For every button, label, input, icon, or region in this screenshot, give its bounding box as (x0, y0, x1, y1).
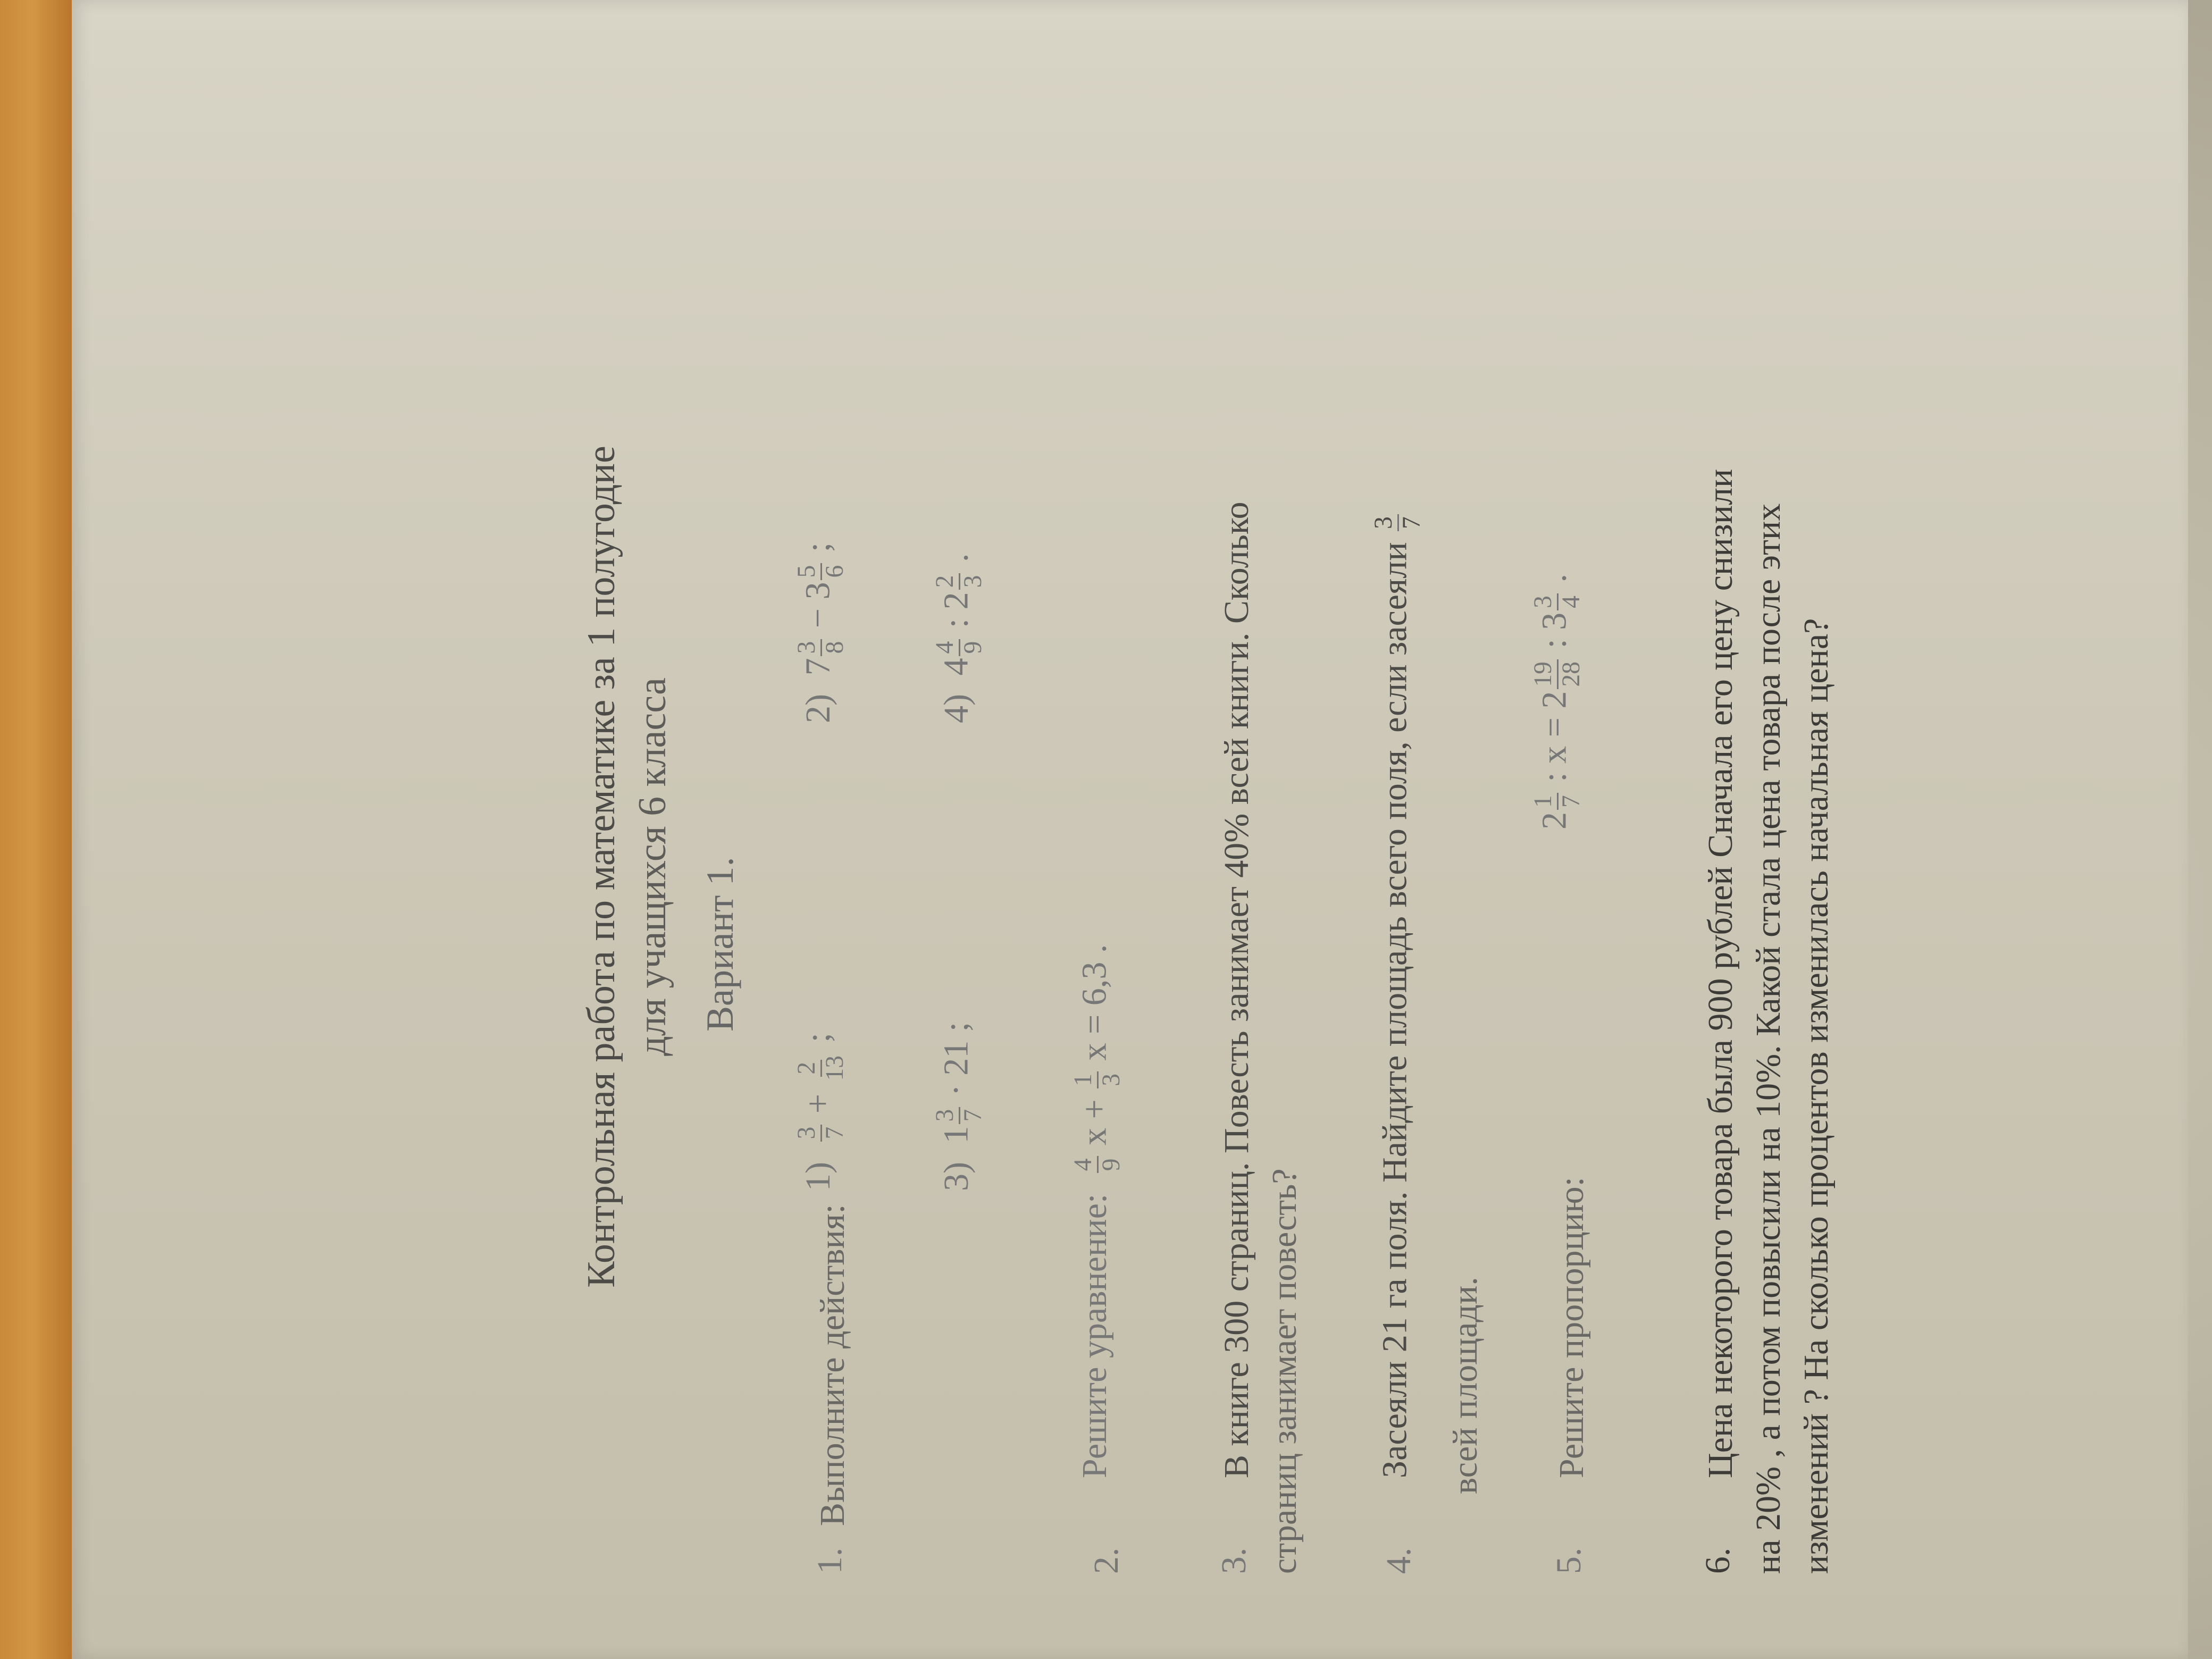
task-4-text (1370, 74, 1489, 1494)
fraction: 2 13 (793, 1055, 849, 1081)
item-label: 4) (936, 694, 976, 723)
whole-part: 3 (798, 582, 837, 600)
task-2-equation (1070, 944, 1125, 1478)
fraction: 3 7 (932, 1107, 987, 1124)
text-line: страниц занимает повесть? (1265, 1168, 1304, 1574)
item-label: 3) (936, 1162, 976, 1191)
text-line: изменений ? На сколько процентов изменилась начальная цена? (1797, 618, 1836, 1574)
task-3-number: 3. (1214, 1547, 1253, 1574)
task-1-item-2 (794, 542, 849, 723)
text-line: всей площади. (1445, 1277, 1485, 1494)
whole-part: 2 (936, 592, 976, 610)
fraction: 3 4 (1530, 593, 1585, 610)
task-1-item-4 (932, 554, 987, 723)
task-1-item-3 (932, 1022, 987, 1191)
punctuation: . (936, 553, 976, 563)
wooden-table-edge (0, 0, 72, 1659)
title-line-1: Контрольная работа по математике за 1 полугодие (580, 446, 623, 1288)
task-6-number: 6. (1698, 1547, 1737, 1574)
fraction: 19 28 (1530, 659, 1585, 689)
task-1-item-1 (794, 1033, 849, 1191)
text-line: Цена некоторого товара была 900 рублей Сначала его цену снизили (1701, 468, 1740, 1478)
punctuation: ; (798, 542, 837, 552)
paper-sheet (72, 0, 2188, 1659)
task-6-text (1697, 85, 1840, 1574)
text-line: на 20% , а потом повысили на 10%. Какой стала цена товара после этих (1749, 503, 1788, 1574)
task-4-number: 4. (1379, 1547, 1418, 1574)
worksheet-content (353, 64, 1836, 1574)
equation-term: x = 6,3 (1075, 961, 1114, 1061)
fraction: 2 3 (932, 573, 987, 590)
equation-term: : 3 (1535, 612, 1574, 649)
punctuation: ; (936, 1021, 976, 1032)
equation-term: x + (1075, 1099, 1114, 1145)
task-3-text (1213, 117, 1309, 1574)
document-title (576, 255, 678, 1478)
whole-part: 1 (936, 1126, 976, 1144)
punctuation: . (1535, 574, 1574, 583)
whole-part: 2 (1535, 812, 1574, 830)
fraction: 3 7 (794, 1125, 849, 1142)
punctuation: . (1075, 944, 1114, 953)
punctuation: ; (798, 1033, 837, 1043)
task-2-text: Решите уравнение: (1075, 1193, 1114, 1478)
task-5-proportion (1530, 574, 1585, 830)
title-line-2: для учащихся 6 класса (631, 677, 674, 1056)
equation-term: : x = 2 (1535, 691, 1574, 782)
fraction: 3 7 (1371, 514, 1426, 531)
fraction: 1 3 (1070, 1071, 1125, 1088)
whole-part: 7 (798, 658, 837, 676)
item-label: 1) (798, 1162, 837, 1191)
operator: + (798, 1094, 837, 1114)
text-line: Засеяли 21 га поля. Найдите площадь всего поля, если засеяли (1375, 542, 1414, 1478)
task-5-text: Решите пропорцию: (1552, 1177, 1591, 1478)
variant-heading: Вариант 1. (699, 857, 741, 1032)
operator: : (936, 618, 976, 629)
fraction: 1 7 (1530, 793, 1585, 810)
whole-part: 4 (936, 658, 976, 676)
fraction: 4 9 (1070, 1156, 1125, 1173)
text-line: В книге 300 страниц. Повесть занимает 40% всей книги. Сколько (1217, 501, 1256, 1478)
fraction: 4 9 (932, 639, 987, 656)
operator: − (798, 608, 837, 629)
item-label: 2) (798, 694, 837, 723)
task-2-number: 2. (1087, 1547, 1126, 1574)
task-5-number: 5. (1549, 1547, 1588, 1574)
operator: · (936, 1084, 976, 1096)
fraction: 5 6 (794, 563, 849, 580)
task-1-text: Выполните действия: (813, 1204, 852, 1526)
number: 21 (936, 1040, 976, 1076)
fraction: 3 8 (794, 639, 849, 656)
task-1-number: 1. (810, 1547, 849, 1574)
